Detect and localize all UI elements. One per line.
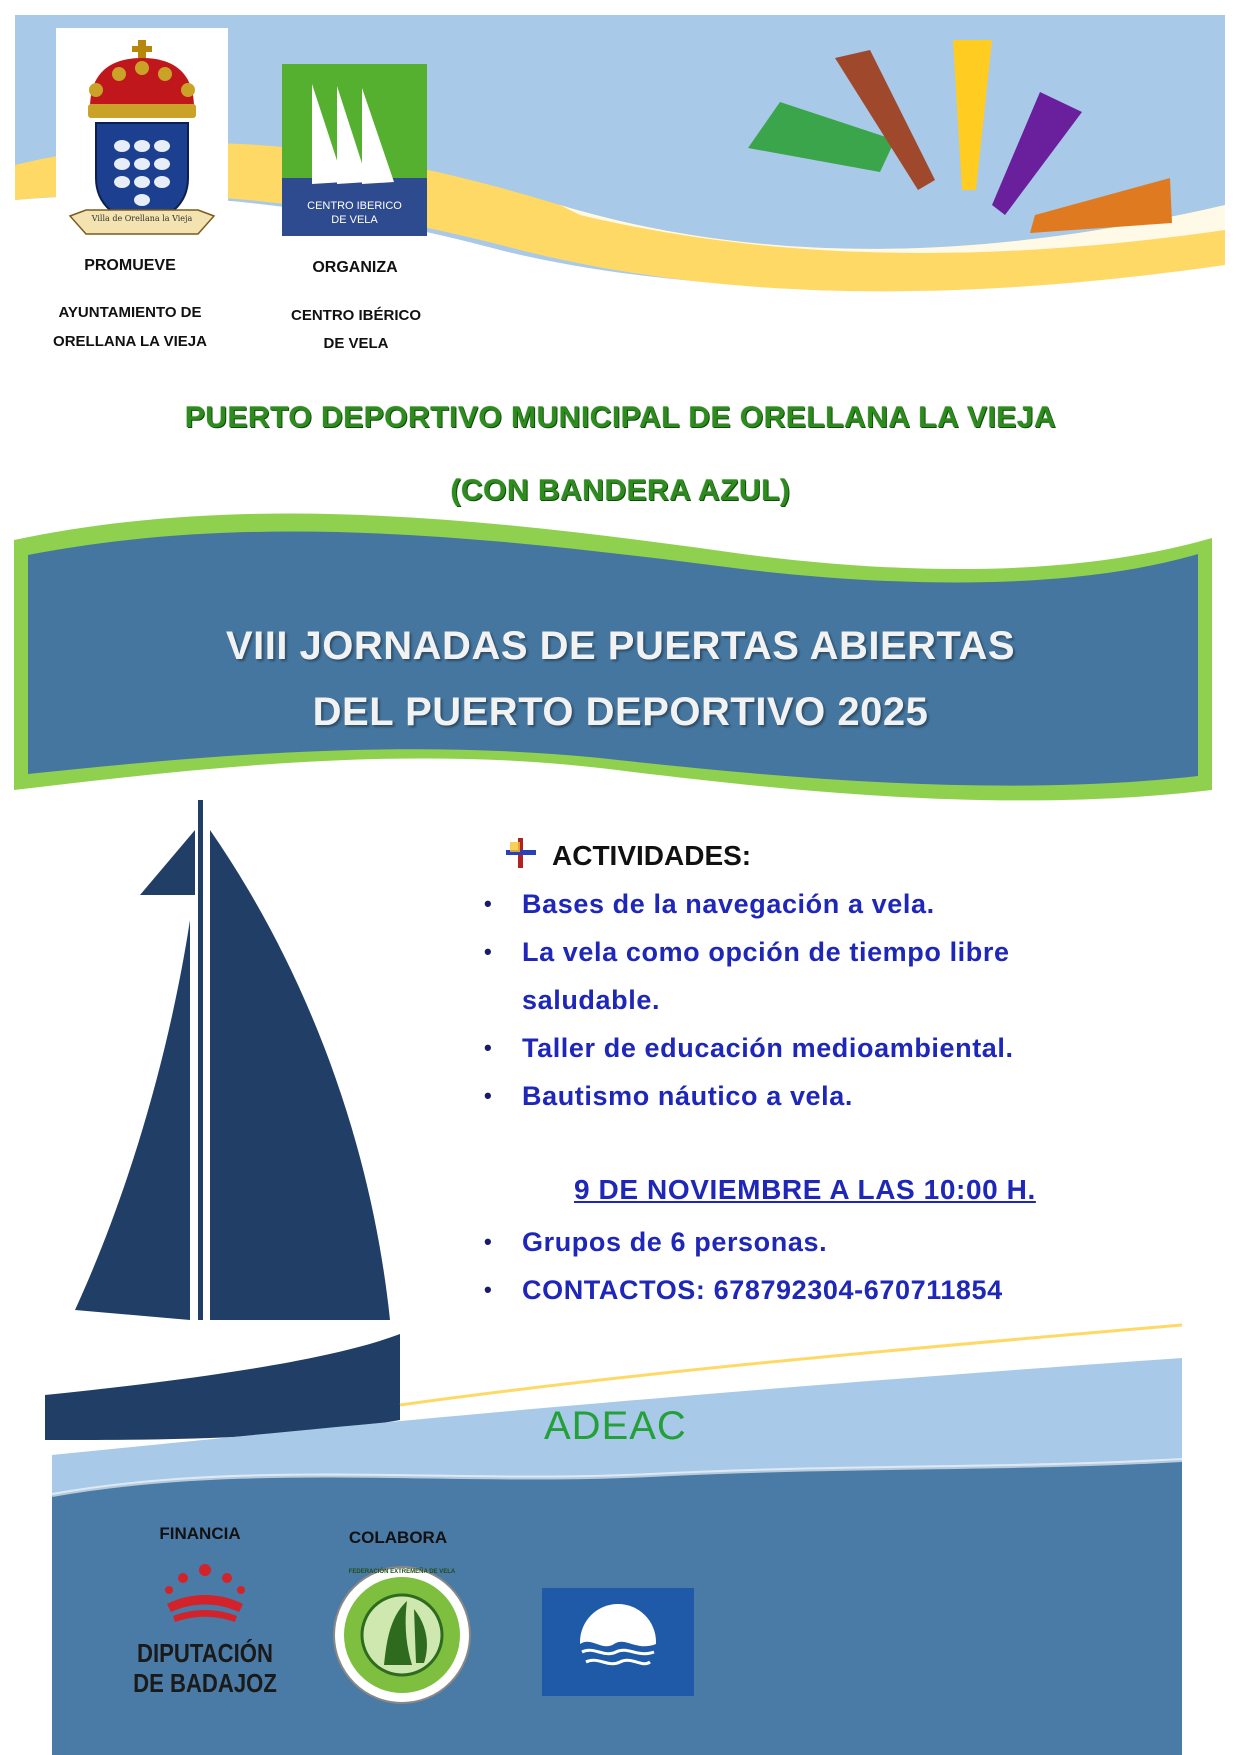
financia-label: FINANCIA <box>159 1524 241 1543</box>
adeac-text: ADEAC <box>544 1404 687 1448</box>
diputacion-badajoz-logo <box>120 1562 290 1702</box>
organiza-entity-line2: DE VELA <box>323 335 389 352</box>
blue-flag-icon <box>542 1588 694 1696</box>
diputacion-line2: DE BADAJOZ <box>133 1668 277 1698</box>
groups-info: • Grupos de 6 personas. <box>478 1218 1003 1266</box>
event-details-list <box>478 1218 1003 1314</box>
bandera-azul-logo <box>542 1588 694 1696</box>
promueve-entity-line1: AYUNTAMIENTO DE <box>58 304 202 321</box>
coat-of-arms-motto: Villa de Orellana la Vieja <box>91 214 193 223</box>
adeac-logo <box>544 1404 687 1449</box>
civ-logo-text-line2: DE VELA <box>331 214 378 226</box>
federacion-emblem-icon <box>332 1565 472 1705</box>
activity-item: • Bases de la navegación a vela. <box>478 880 1014 928</box>
subtitle: (CON BANDERA AZUL) <box>450 474 791 507</box>
federacion-vela-logo <box>332 1565 472 1705</box>
organiza-entity-line1: CENTRO IBÉRICO <box>290 307 421 324</box>
organiza-label: ORGANIZA <box>312 259 398 276</box>
activity-item: • La vela como opción de tiempo libre <box>478 928 1014 976</box>
diputacion-line1: DIPUTACIÓN <box>137 1638 273 1668</box>
centro-iberico-vela-logo <box>282 64 427 236</box>
promueve-label: PROMUEVE <box>84 257 176 274</box>
contacts-info: • CONTACTOS: 678792304-670711854 <box>478 1266 1003 1314</box>
diputacion-emblem-icon <box>155 1562 255 1622</box>
colabora-label: COLABORA <box>348 1528 448 1547</box>
federacion-ring-text: FEDERACIÓN EXTREMEÑA DE VELA <box>348 1569 456 1575</box>
activity-item: • Taller de educación medioambiental. <box>478 1024 1014 1072</box>
banner-line2: DEL PUERTO DEPORTIVO 2025 <box>312 690 929 734</box>
banner-line1: VIII JORNADAS DE PUERTAS ABIERTAS <box>225 624 1016 668</box>
coat-of-arms-icon <box>56 28 228 240</box>
main-title: PUERTO DEPORTIVO MUNICIPAL DE ORELLANA LA VIEJA <box>184 401 1057 434</box>
activity-item: • Bautismo náutico a vela. <box>478 1072 1014 1120</box>
activity-item-continuation: saludable. <box>522 985 661 1015</box>
event-date-time: 9 DE NOVIEMBRE A LAS 10:00 H. <box>574 1174 1036 1205</box>
activities-heading: ACTIVIDADES: <box>552 840 752 871</box>
promueve-entity-line2: ORELLANA LA VIEJA <box>53 333 207 350</box>
orellana-coat-of-arms <box>56 28 228 240</box>
sun-rays-icon <box>740 30 1180 240</box>
activities-list <box>478 880 1014 1120</box>
sails-icon <box>282 64 427 194</box>
cross-bullet-icon <box>506 838 536 868</box>
civ-logo-text-line1: CENTRO IBERICO <box>307 200 402 212</box>
